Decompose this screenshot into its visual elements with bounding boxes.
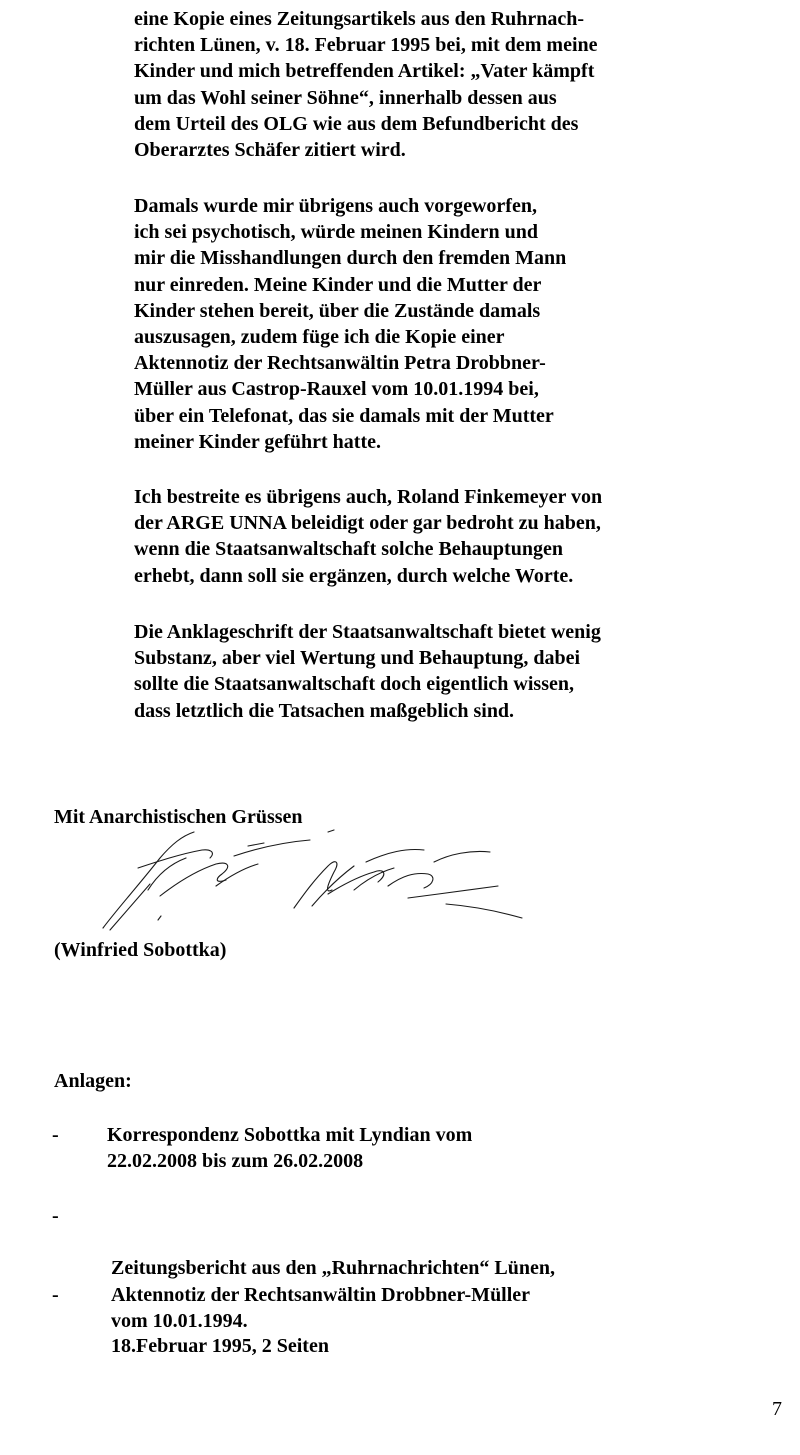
body-paragraph-1 [134, 6, 774, 163]
paragraph-line: Oberarztes Schäfer zitiert wird. [134, 139, 406, 162]
paragraph-line: Müller aus Castrop-Rauxel vom 10.01.1994 bei, [134, 378, 539, 401]
attachment-line: Zeitungsbericht aus den „Ruhrnachrichten“ Lünen, [111, 1257, 555, 1279]
list-bullet: - [52, 1284, 59, 1306]
paragraph-line: dass letztlich die Tatsachen maßgeblich sind. [134, 699, 515, 722]
attachment-line: Korrespondenz Sobottka mit Lyndian vom [107, 1124, 473, 1146]
paragraph-line: über ein Telefonat, das sie damals mit der Mutter [134, 404, 554, 427]
attachment-line: 22.02.2008 bis zum 26.02.2008 [107, 1150, 364, 1172]
closing-salutation: Mit Anarchistischen Grüssen [54, 806, 303, 828]
paragraph-line: um das Wohl seiner Söhne“, innerhalb dessen aus [134, 86, 557, 109]
paragraph-line: der ARGE UNNA beleidigt oder gar bedroht zu haben, [134, 512, 601, 535]
signer-name: (Winfried Sobottka) [54, 939, 227, 961]
paragraph-line: richten Lünen, v. 18. Februar 1995 bei, mit dem meine [134, 34, 598, 57]
paragraph-line: meiner Kinder geführt hatte. [134, 430, 382, 453]
list-bullet: - [52, 1124, 59, 1146]
paragraph-line: Ich bestreite es übrigens auch, Roland Finkemeyer von [134, 486, 603, 508]
paragraph-line: sollte die Staatsanwaltschaft doch eigentlich wissen, [134, 673, 574, 696]
paragraph-line: erhebt, dann soll sie ergänzen, durch welche Worte. [134, 564, 574, 587]
paragraph-line: auszusagen, zudem füge ich die Kopie einer [134, 326, 505, 349]
paragraph-line: Die Anklageschrift der Staatsanwaltschaft bietet wenig [134, 621, 601, 643]
paragraph-line: nur einreden. Meine Kinder und die Mutter der [134, 273, 542, 296]
paragraph-line: Aktennotiz der Rechtsanwältin Petra Drobbner- [134, 352, 546, 375]
handwritten-signature-icon [98, 828, 528, 932]
paragraph-line: Kinder stehen bereit, über die Zustände damals [134, 299, 541, 322]
paragraph-line: wenn die Staatsanwaltschaft solche Behauptungen [134, 538, 563, 561]
paragraph-line: ich sei psychotisch, würde meinen Kindern und [134, 221, 538, 244]
attachment-line: 18.Februar 1995, 2 Seiten [111, 1335, 329, 1357]
list-bullet: - [52, 1205, 59, 1227]
paragraph-line: Damals wurde mir übrigens auch vorgeworfen, [134, 195, 537, 217]
paragraph-line: Kinder und mich betreffenden Artikel: „Vater kämpft [134, 60, 595, 83]
body-paragraph-2 [134, 193, 774, 455]
body-paragraph-4 [134, 619, 774, 724]
attachment-line: Aktennotiz der Rechtsanwältin Drobbner-Müller [111, 1284, 531, 1306]
page-number: 7 [772, 1398, 782, 1420]
paragraph-line: mir die Misshandlungen durch den fremden Mann [134, 247, 567, 270]
paragraph-line: dem Urteil des OLG wie aus dem Befundbericht des [134, 112, 579, 135]
attachment-text [107, 1122, 472, 1174]
paragraph-line: eine Kopie eines Zeitungsartikels aus den Ruhrnach- [134, 8, 585, 30]
attachments-heading: Anlagen: [54, 1070, 132, 1092]
attachment-text [111, 1282, 530, 1334]
body-paragraph-3 [134, 484, 774, 589]
paragraph-line: Substanz, aber viel Wertung und Behauptung, dabei [134, 647, 581, 670]
attachment-line: vom 10.01.1994. [111, 1310, 248, 1332]
